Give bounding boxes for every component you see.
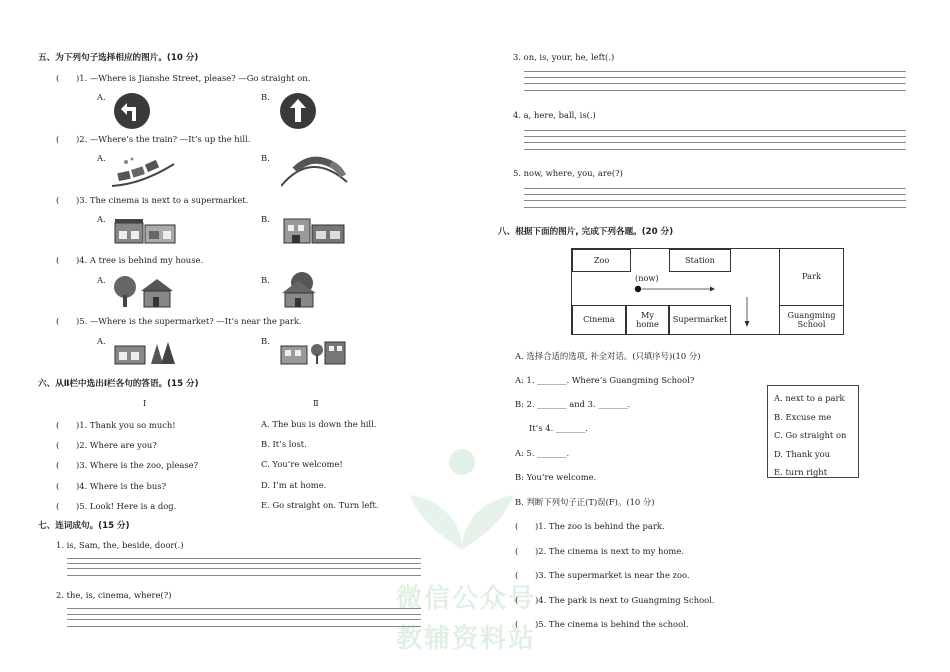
supermarket-near-trees-image <box>113 338 177 369</box>
map-supermarket: Supermarket <box>669 305 731 335</box>
answer-line[interactable] <box>524 149 906 150</box>
answer-line[interactable] <box>67 563 421 564</box>
option-d: D. Thank you <box>774 448 831 459</box>
answer-line[interactable] <box>67 626 421 627</box>
sec5-question-5: ( )5. —Where is the supermarket? —It’s near the park. <box>56 316 302 326</box>
tf-item-2: ( )2. The cinema is next to my home. <box>515 546 684 556</box>
answer-line[interactable] <box>524 130 906 131</box>
watermark-text-1: 微信公众号 <box>396 584 537 614</box>
map-now: (now) <box>635 273 659 283</box>
section-6-title: 六、从Ⅱ栏中选出Ⅰ栏各句的答语。(15 分) <box>38 379 199 389</box>
sec5-option-b-label: B. <box>261 153 270 163</box>
watermark-text-2: 教辅资料站 <box>396 624 537 654</box>
sec5-option-b-label: B. <box>261 214 270 224</box>
section-5-title: 五、为下列句子选择相应的图片。(10 分) <box>38 53 199 63</box>
sec5-option-a-label: A. <box>97 275 106 285</box>
sec5-option-a-label: A. <box>97 92 106 102</box>
answer-line[interactable] <box>524 207 906 208</box>
supermarket-near-park-image <box>279 336 347 369</box>
sec7-item-5: 5. now, where, you, are(?) <box>513 168 623 178</box>
dialog-line-2: B: 2. _______ and 3. _______. <box>515 399 631 409</box>
section-7-title: 七、连词成句。(15 分) <box>38 521 130 531</box>
answer-line[interactable] <box>524 194 906 195</box>
sec6-question: ( )1. Thank you so much! <box>56 420 176 430</box>
sec7-item-1: 1. is, Sam, the, beside, door(.) <box>56 540 184 550</box>
map-cinema: Cinema <box>572 305 626 335</box>
current-location-dot <box>634 285 716 296</box>
answer-line[interactable] <box>67 575 421 576</box>
sec5-question-3: ( )3. The cinema is next to a supermarket. <box>56 195 249 205</box>
map-station: Station <box>669 249 731 272</box>
sec5-option-b-label: B. <box>261 92 270 102</box>
answer-line[interactable] <box>524 136 906 137</box>
sec7-item-2: 2. the, is, cinema, where(?) <box>56 590 172 600</box>
tf-item-1: ( )1. The zoo is behind the park. <box>515 521 665 531</box>
map-my-home: My home <box>626 305 669 335</box>
tree-next-to-house-image <box>113 273 177 312</box>
answer-line[interactable] <box>524 200 906 201</box>
sec5-option-a-label: A. <box>97 214 106 224</box>
answer-line[interactable] <box>524 90 906 91</box>
straight-arrow-icon <box>279 92 317 133</box>
sec5-question-1: ( )1. —Where is Jianshe Street, please? —Go straight on. <box>56 73 311 83</box>
sec5-option-a-label: A. <box>97 336 106 346</box>
map-zoo: Zoo <box>572 249 631 272</box>
option-b: B. Excuse me <box>774 411 832 422</box>
down-arrow-icon <box>743 297 751 330</box>
answer-line[interactable] <box>524 77 906 78</box>
turn-left-arrow-icon <box>113 92 151 133</box>
answer-line[interactable] <box>67 619 421 620</box>
answer-line[interactable] <box>524 71 906 72</box>
answer-line[interactable] <box>524 188 906 189</box>
column-1-header: Ⅰ <box>143 398 147 408</box>
sec6-answer: D. I’m at home. <box>261 480 327 490</box>
tree-behind-house-image <box>280 271 320 312</box>
answer-line[interactable] <box>67 608 421 609</box>
part-a-title: A. 选择合适的选项, 补全对话。(只填序号)(10 分) <box>515 351 701 361</box>
tf-item-3: ( )3. The supermarket is near the zoo. <box>515 570 690 580</box>
part-b-title: B. 判断下列句子正(T)误(F)。(10 分) <box>515 497 655 507</box>
sec6-answer: C. You’re welcome! <box>261 459 343 469</box>
sec6-question: ( )4. Where is the bus? <box>56 481 167 491</box>
sec5-question-4: ( )4. A tree is behind my house. <box>56 255 204 265</box>
sec6-question: ( )5. Look! Here is a dog. <box>56 501 177 511</box>
answer-line[interactable] <box>67 614 421 615</box>
sec6-answer: A. The bus is down the hill. <box>261 419 377 429</box>
watermark-logo <box>400 440 520 560</box>
map-park: Park <box>779 248 844 306</box>
sec5-option-b-label: B. <box>261 336 270 346</box>
sec5-option-b-label: B. <box>261 275 270 285</box>
dialog-line-1: A: 1. _______. Where’s Guangming School? <box>515 375 695 385</box>
answer-line[interactable] <box>67 568 421 569</box>
sec6-answer: E. Go straight on. Turn left. <box>261 500 379 510</box>
sec5-question-2: ( )2. —Where’s the train? —It’s up the hill. <box>56 134 251 144</box>
answer-line[interactable] <box>524 83 906 84</box>
tf-item-5: ( )5. The cinema is behind the school. <box>515 619 689 629</box>
dialog-line-5: B: You’re welcome. <box>515 472 597 482</box>
sec6-question: ( )2. Where are you? <box>56 440 157 450</box>
answer-line[interactable] <box>524 142 906 143</box>
answer-line[interactable] <box>67 558 421 559</box>
train-downhill-image <box>112 154 178 191</box>
option-c: C. Go straight on <box>774 430 847 440</box>
cinema-supermarket-image-a <box>113 217 177 248</box>
sec6-question: ( )3. Where is the zoo, please? <box>56 460 199 470</box>
dialog-line-3: It’s 4. _______. <box>529 423 588 433</box>
sec6-answer: B. It’s lost. <box>261 439 307 449</box>
cinema-supermarket-image-b <box>282 215 346 248</box>
sec5-option-a-label: A. <box>97 153 106 163</box>
sec7-item-4: 4. a, here, ball, is(.) <box>513 110 596 120</box>
option-a: A. next to a park <box>774 393 845 403</box>
section-8-title: 八、根据下面的图片, 完成下列各题。(20 分) <box>498 227 674 237</box>
option-e: E. turn right <box>774 467 828 477</box>
column-2-header: Ⅱ <box>313 398 319 408</box>
street-map <box>571 248 844 335</box>
sec7-item-3: 3. on, is, your, he, left(.) <box>513 52 615 62</box>
train-uphill-image <box>281 152 349 191</box>
options-box <box>767 385 859 478</box>
map-guangming-school: Guangming School <box>779 305 844 335</box>
tf-item-4: ( )4. The park is next to Guangming School. <box>515 595 715 605</box>
dialog-line-4: A: 5. _______. <box>515 448 570 458</box>
